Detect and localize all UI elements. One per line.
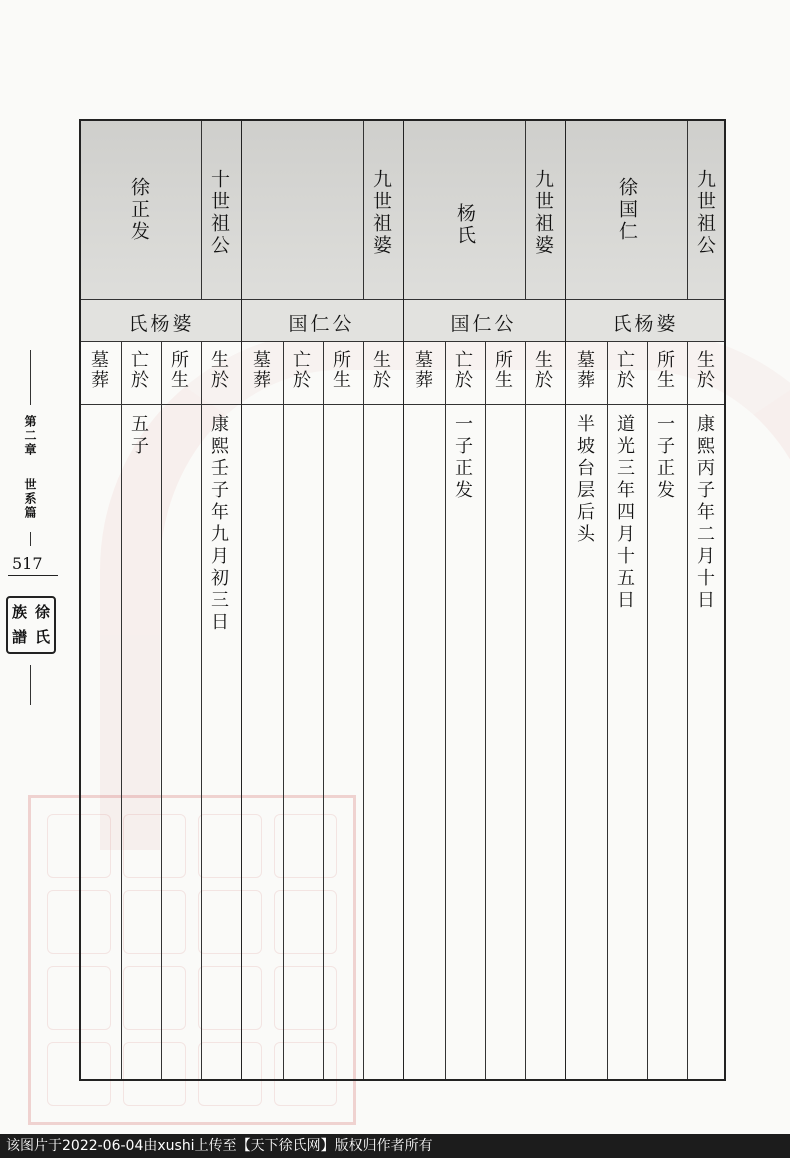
group-divider — [403, 121, 404, 1079]
body-subdivider — [201, 341, 202, 1079]
header-subdivider — [687, 121, 688, 299]
generation-title: 九世祖公 — [694, 169, 716, 257]
spouse-label: 国仁公 — [288, 313, 355, 335]
value-death: 一子正发 — [452, 414, 473, 502]
page-number-rule — [8, 575, 58, 576]
xu-family-logo: 徐 氏 族 譜 — [6, 596, 56, 654]
label-birth: 生於 — [370, 350, 391, 390]
label-birth: 生於 — [694, 350, 715, 390]
upload-notice-bar: 该图片于2022-06-04由xushi上传至【天下徐氏网】版权归作者所有 — [0, 1134, 790, 1158]
spouse-label: 氏杨婆 — [128, 313, 195, 335]
body-subdivider — [161, 341, 162, 1079]
section-label: 世系篇 — [23, 478, 37, 520]
label-death: 亡於 — [128, 350, 149, 390]
label-birth: 生於 — [208, 350, 229, 390]
generation-title: 九世祖婆 — [532, 169, 554, 257]
body-subdivider — [363, 341, 364, 1079]
label-burial: 墓葬 — [574, 350, 595, 390]
group-divider — [565, 121, 566, 1079]
body-subdivider — [121, 341, 122, 1079]
label-burial: 墓葬 — [250, 350, 271, 390]
value-birth: 康熙丙子年二月十日 — [694, 414, 715, 612]
generation-title: 十世祖公 — [208, 169, 230, 257]
margin-rule-mid — [30, 532, 31, 546]
chapter-label: 第二章 — [23, 415, 37, 457]
label-death: 亡於 — [452, 350, 473, 390]
value-birth: 康熙壬子年九月初三日 — [208, 414, 229, 634]
value-death: 五子 — [128, 414, 149, 458]
value-death: 道光三年四月十五日 — [614, 414, 635, 612]
person-name: 徐国仁 — [616, 177, 638, 243]
label-death: 亡於 — [614, 350, 635, 390]
generation-title: 九世祖婆 — [370, 169, 392, 257]
header-subdivider — [525, 121, 526, 299]
group-divider — [241, 121, 242, 1079]
label-burial: 墓葬 — [412, 350, 433, 390]
value-children: 一子正发 — [654, 414, 675, 502]
body-subdivider — [485, 341, 486, 1079]
label-birth: 生於 — [532, 350, 553, 390]
genealogy-table — [79, 119, 726, 1081]
body-subdivider — [323, 341, 324, 1079]
page-number: 517 — [12, 554, 43, 573]
label-children: 所生 — [492, 350, 513, 390]
body-subdivider — [525, 341, 526, 1079]
label-children: 所生 — [654, 350, 675, 390]
person-name: 徐正发 — [128, 177, 150, 243]
label-death: 亡於 — [290, 350, 311, 390]
person-name: 杨氏 — [454, 203, 476, 247]
margin-rule-top — [30, 350, 31, 405]
body-subdivider — [687, 341, 688, 1079]
body-subdivider — [283, 341, 284, 1079]
header-subdivider — [201, 121, 202, 299]
body-subdivider — [607, 341, 608, 1079]
value-burial: 半坡台层后头 — [574, 414, 595, 546]
header-subdivider — [363, 121, 364, 299]
spouse-label: 国仁公 — [450, 313, 517, 335]
body-subdivider — [647, 341, 648, 1079]
label-children: 所生 — [330, 350, 351, 390]
body-subdivider — [445, 341, 446, 1079]
label-burial: 墓葬 — [88, 350, 109, 390]
margin-rule-bottom — [30, 665, 31, 705]
spouse-label: 氏杨婆 — [612, 313, 679, 335]
label-children: 所生 — [168, 350, 189, 390]
